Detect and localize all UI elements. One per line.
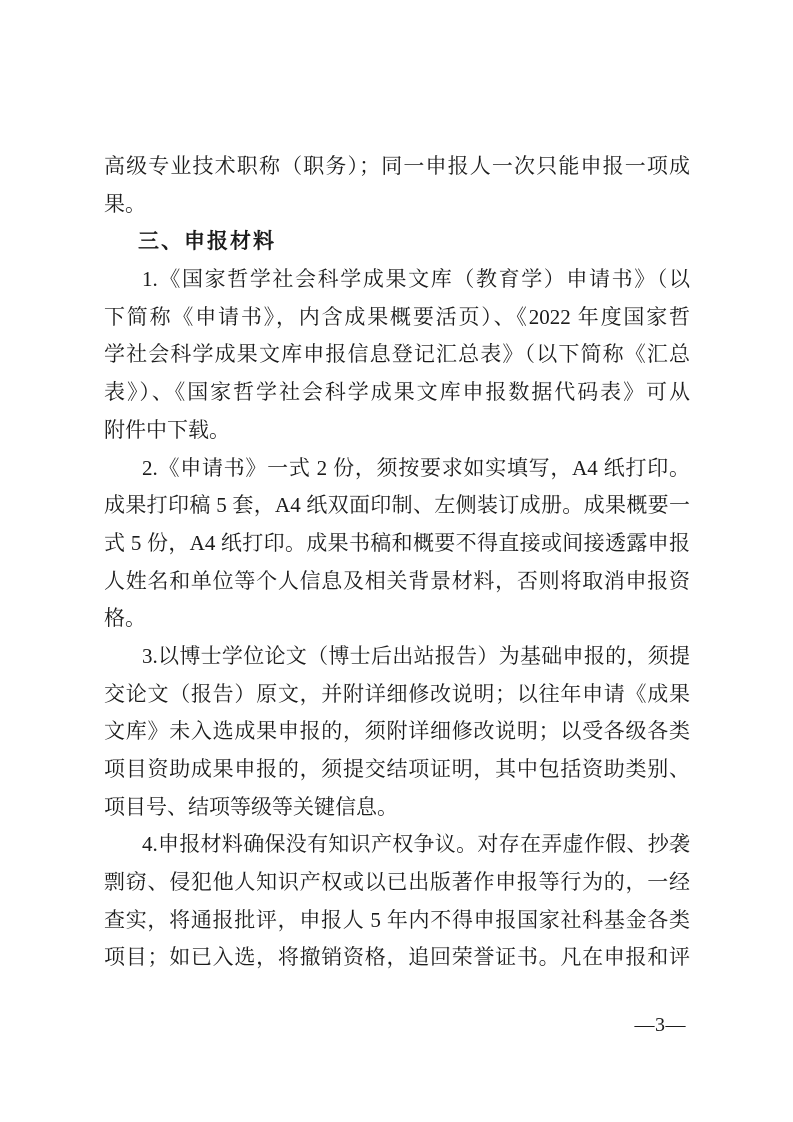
text-line: 剽窃、侵犯他人知识产权或以已出版著作申报等行为的，一经 (104, 870, 690, 895)
text-line: 2.《申请书》一式 2 份，须按要求如实填写，A4 纸打印。 (142, 455, 690, 480)
text-line: 交论文（报告）原文，并附详细修改说明；以往年申请《成果 (104, 681, 690, 706)
text-line: 附件中下载。 (104, 417, 230, 442)
text-line: 高级专业技术职称（职务）；同一申报人一次只能申报一项成 (104, 154, 690, 178)
text-line: 人姓名和单位等个人信息及相关背景材料，否则将取消申报资 (104, 568, 690, 593)
text-line: 查实，将通报批评，申报人 5 年内不得申报国家社科基金各类 (104, 907, 690, 932)
text-line: 项目资助成果申报的，须提交结项证明，其中包括资助类别、 (104, 757, 690, 781)
page-number: —3— (634, 1014, 686, 1036)
text-line: 下简称《申请书》，内含成果概要活页）、《2022 年度国家哲 (104, 304, 690, 329)
text-line: 项目号、结项等级等关键信息。 (104, 794, 398, 819)
text-line: 格。 (104, 606, 146, 631)
text-line: 表》）、《国家哲学社会科学成果文库申报数据代码表》可从 (104, 380, 690, 405)
text-line: 4.申报材料确保没有知识产权争议。对存在弄虚作假、抄袭 (142, 832, 690, 857)
document-body (104, 148, 690, 977)
text-line: 学社会科学成果文库申报信息登记汇总表》（以下简称《汇总 (104, 342, 690, 367)
text-line: 式 5 份，A4 纸打印。成果书稿和概要不得直接或间接透露申报 (104, 530, 690, 555)
text-line: 成果打印稿 5 套，A4 纸双面印制、左侧装订成册。成果概要一 (104, 493, 690, 518)
section-heading: 三、申报材料 (138, 229, 276, 254)
text-line: 3.以博士学位论文（博士后出站报告）为基础申报的，须提 (142, 643, 690, 668)
text-line: 文库》未入选成果申报的，须附详细修改说明；以受各级各类 (104, 719, 690, 744)
text-line: 项目；如已入选，将撤销资格，追回荣誉证书。凡在申报和评 (104, 945, 690, 970)
text-line: 1.《国家哲学社会科学成果文库（教育学）申请书》（以 (142, 267, 690, 292)
text-line: 果。 (104, 191, 146, 216)
